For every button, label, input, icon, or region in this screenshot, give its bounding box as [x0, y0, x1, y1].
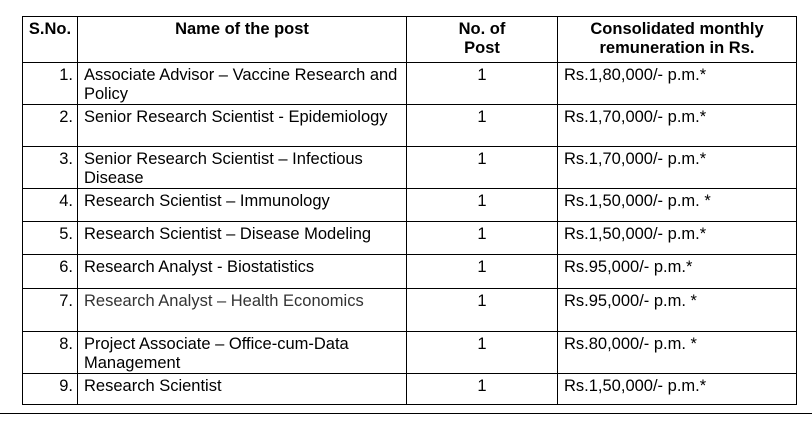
row-sno: 4.: [23, 189, 78, 222]
row-post-count: 1: [407, 255, 558, 289]
row-post-count: 1: [407, 105, 558, 147]
row-sno: 7.: [23, 289, 78, 332]
row-post-name: Research Analyst - Biostatistics: [78, 255, 407, 289]
row-remuneration: Rs.1,50,000/- p.m. *: [558, 189, 797, 222]
row-post-count: 1: [407, 189, 558, 222]
row-post-count: 1: [407, 147, 558, 189]
table-row: [23, 222, 797, 255]
header-name: Name of the post: [78, 17, 407, 63]
row-post-name: Research Scientist – Immunology: [78, 189, 407, 222]
page-divider: [0, 413, 812, 414]
row-post-name: Research Scientist – Disease Modeling: [78, 222, 407, 255]
row-post-name: Senior Research Scientist – Infectious Disease: [78, 147, 407, 189]
row-remuneration: Rs.1,50,000/- p.m.*: [558, 222, 797, 255]
row-post-count: 1: [407, 63, 558, 105]
row-sno: 8.: [23, 332, 78, 374]
row-remuneration: Rs.1,70,000/- p.m.*: [558, 147, 797, 189]
row-remuneration: Rs.95,000/- p.m.*: [558, 255, 797, 289]
table-row: [23, 63, 797, 105]
header-sno: S.No.: [23, 17, 78, 63]
header-pay: Consolidated monthly remuneration in Rs.: [558, 17, 797, 63]
row-post-name: Project Associate – Office-cum-Data Management: [78, 332, 407, 374]
table-row: [23, 105, 797, 147]
row-remuneration: Rs.1,50,000/- p.m.*: [558, 374, 797, 405]
header-count: No. of Post: [407, 17, 558, 63]
row-post-name: Senior Research Scientist - Epidemiology: [78, 105, 407, 147]
table-row: [23, 332, 797, 374]
row-remuneration: Rs.1,80,000/- p.m.*: [558, 63, 797, 105]
row-sno: 1.: [23, 63, 78, 105]
table-row: [23, 374, 797, 405]
row-sno: 6.: [23, 255, 78, 289]
row-sno: 3.: [23, 147, 78, 189]
row-sno: 2.: [23, 105, 78, 147]
row-post-count: 1: [407, 289, 558, 332]
row-post-name: Research Scientist: [78, 374, 407, 405]
table-row: [23, 289, 797, 332]
row-sno: 9.: [23, 374, 78, 405]
row-remuneration: Rs.95,000/- p.m. *: [558, 289, 797, 332]
row-post-name: Associate Advisor – Vaccine Research and Policy: [78, 63, 407, 105]
row-post-count: 1: [407, 222, 558, 255]
table-row: [23, 147, 797, 189]
row-sno: 5.: [23, 222, 78, 255]
table-row: [23, 189, 797, 222]
row-remuneration: Rs.80,000/- p.m. *: [558, 332, 797, 374]
row-post-count: 1: [407, 374, 558, 405]
table-header-row: [23, 17, 797, 63]
row-post-name: Research Analyst – Health Economics: [78, 289, 407, 332]
row-post-count: 1: [407, 332, 558, 374]
posts-table: [22, 16, 797, 405]
row-remuneration: Rs.1,70,000/- p.m.*: [558, 105, 797, 147]
table-row: [23, 255, 797, 289]
